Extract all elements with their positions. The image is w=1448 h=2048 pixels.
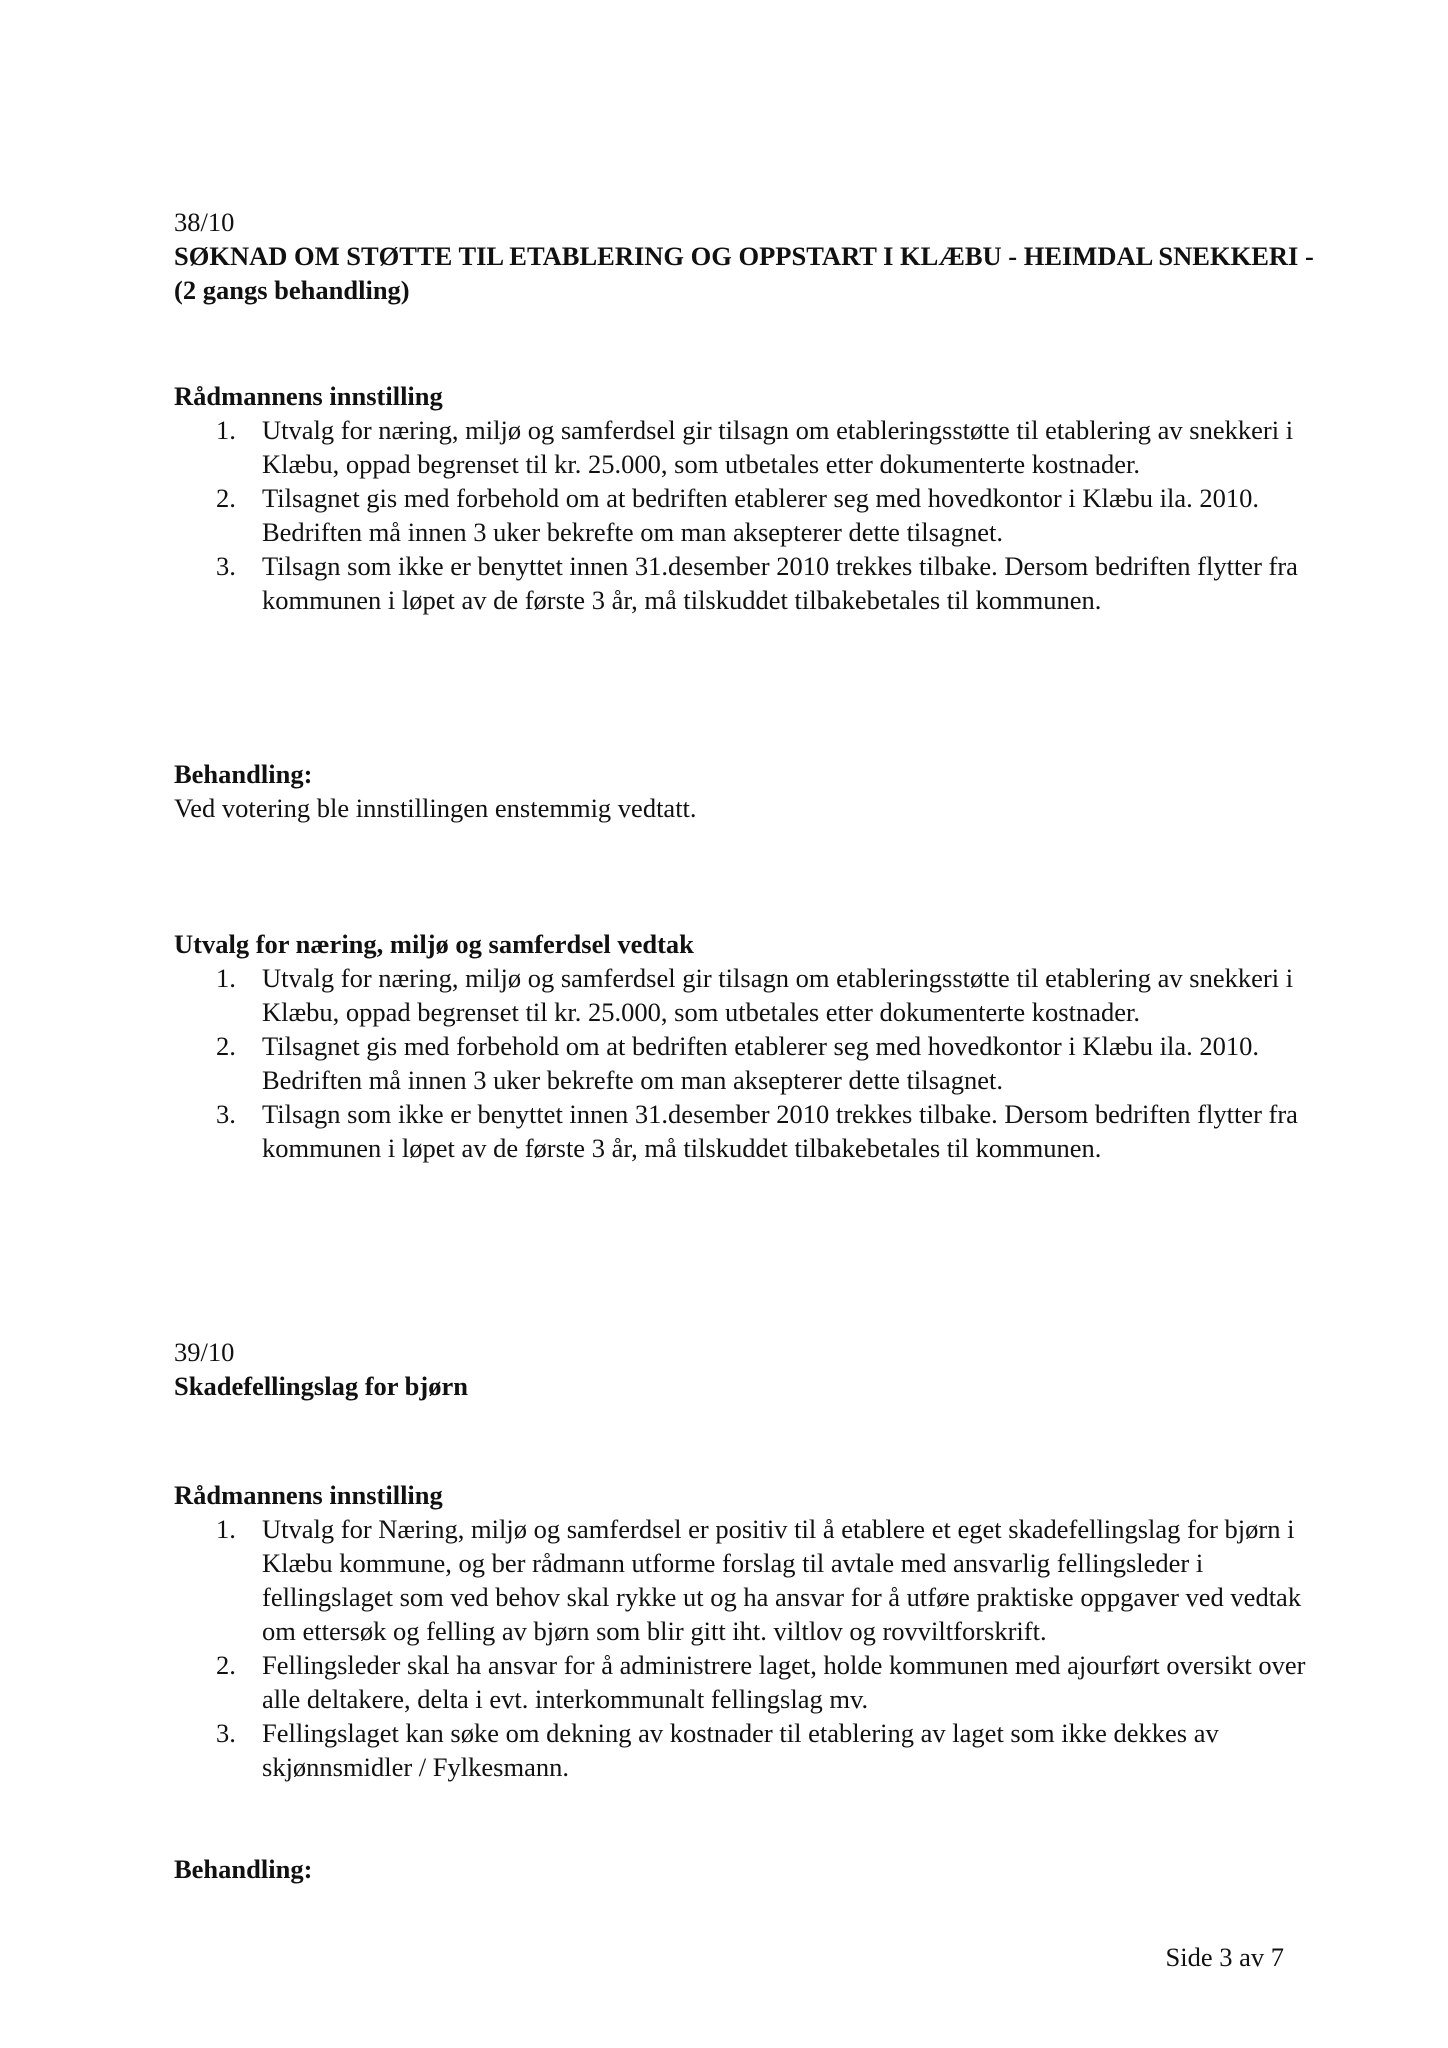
numbered-list: [174, 1512, 1314, 1784]
case-title: SØKNAD OM STØTTE TIL ETABLERING OG OPPSTART I KLÆBU - HEIMDAL SNEKKERI - (2 gangs behandling): [174, 241, 1314, 305]
case-38-decision: [174, 927, 1314, 1165]
section-heading: Rådmannens innstilling: [174, 381, 443, 411]
list-item: [174, 549, 1314, 617]
list-item-text: Tilsagn som ikke er benyttet innen 31.desember 2010 trekkes tilbake. Dersom bedriften flytter fra kommunen i løpet av de første 3 år, må tilskuddet tilbakebetales til kommunen.: [262, 551, 1298, 615]
list-item: [174, 1029, 1314, 1097]
page-number: Side 3 av 7: [1165, 1942, 1284, 1972]
list-item-text: Fellingslaget kan søke om dekning av kostnader til etablering av laget som ikke dekkes av skjønnsmidler / Fylkesmann.: [262, 1718, 1219, 1782]
list-item-text: Tilsagnet gis med forbehold om at bedriften etablerer seg med hovedkontor i Klæbu ila. 2010. Bedriften må innen 3 uker bekrefte om man aksepterer dette tilsagnet.: [262, 1031, 1259, 1095]
case-38-header: [174, 205, 1314, 307]
case-number: 39/10: [174, 1337, 235, 1367]
section-heading: Behandling:: [174, 1854, 313, 1884]
list-number: 2.: [216, 483, 236, 513]
list-number: 2.: [216, 1650, 236, 1680]
list-number: 3.: [216, 1099, 236, 1129]
list-number: 1.: [216, 963, 236, 993]
list-item: [174, 1648, 1314, 1716]
case-38-recommendation: [174, 379, 1314, 617]
case-39-recommendation: [174, 1478, 1314, 1784]
list-number: 1.: [216, 415, 236, 445]
case-title: Skadefellingslag for bjørn: [174, 1371, 468, 1401]
list-item: [174, 961, 1314, 1029]
section-heading: Behandling:: [174, 759, 313, 789]
list-number: 1.: [216, 1514, 236, 1544]
list-item: [174, 1512, 1314, 1648]
list-item-text: Tilsagnet gis med forbehold om at bedriften etablerer seg med hovedkontor i Klæbu ila. 2010. Bedriften må innen 3 uker bekrefte om man aksepterer dette tilsagnet.: [262, 483, 1259, 547]
case-39-header: [174, 1335, 1314, 1403]
case-38-treatment: [174, 757, 1314, 825]
list-item-text: Utvalg for næring, miljø og samferdsel gir tilsagn om etableringsstøtte til etablering av snekkeri i Klæbu, oppad begrenset til kr. 25.000, som utbetales etter dokumenterte kostnader.: [262, 963, 1294, 1027]
list-item: [174, 1097, 1314, 1165]
list-item: [174, 413, 1314, 481]
list-number: 3.: [216, 1718, 236, 1748]
section-heading: Rådmannens innstilling: [174, 1480, 443, 1510]
list-item-text: Utvalg for Næring, miljø og samferdsel er positiv til å etablere et eget skadefellingslag for bjørn i Klæbu kommune, og ber rådmann utforme forslag til avtale med ansvarlig fellingsleder i fellingslaget som ved behov skal rykke ut og ha ansvar for å utføre praktiske oppgaver ved vedtak om ettersøk og felling av bjørn som blir gitt iht. viltlov og rovviltforskrift.: [262, 1514, 1302, 1646]
numbered-list: [174, 961, 1314, 1165]
numbered-list: [174, 413, 1314, 617]
case-number: 38/10: [174, 207, 235, 237]
treatment-text: Ved votering ble innstillingen enstemmig vedtatt.: [174, 793, 697, 823]
list-item-text: Fellingsleder skal ha ansvar for å administrere laget, holde kommunen med ajourført oversikt over alle deltakere, delta i evt. interkommunalt fellingslag mv.: [262, 1650, 1306, 1714]
list-item-text: Tilsagn som ikke er benyttet innen 31.desember 2010 trekkes tilbake. Dersom bedriften flytter fra kommunen i løpet av de første 3 år, må tilskuddet tilbakebetales til kommunen.: [262, 1099, 1298, 1163]
list-item: [174, 481, 1314, 549]
list-number: 3.: [216, 551, 236, 581]
section-heading: Utvalg for næring, miljø og samferdsel vedtak: [174, 929, 694, 959]
list-item: [174, 1716, 1314, 1784]
list-item-text: Utvalg for næring, miljø og samferdsel gir tilsagn om etableringsstøtte til etablering av snekkeri i Klæbu, oppad begrenset til kr. 25.000, som utbetales etter dokumenterte kostnader.: [262, 415, 1294, 479]
case-39-treatment: [174, 1852, 1314, 1886]
list-number: 2.: [216, 1031, 236, 1061]
